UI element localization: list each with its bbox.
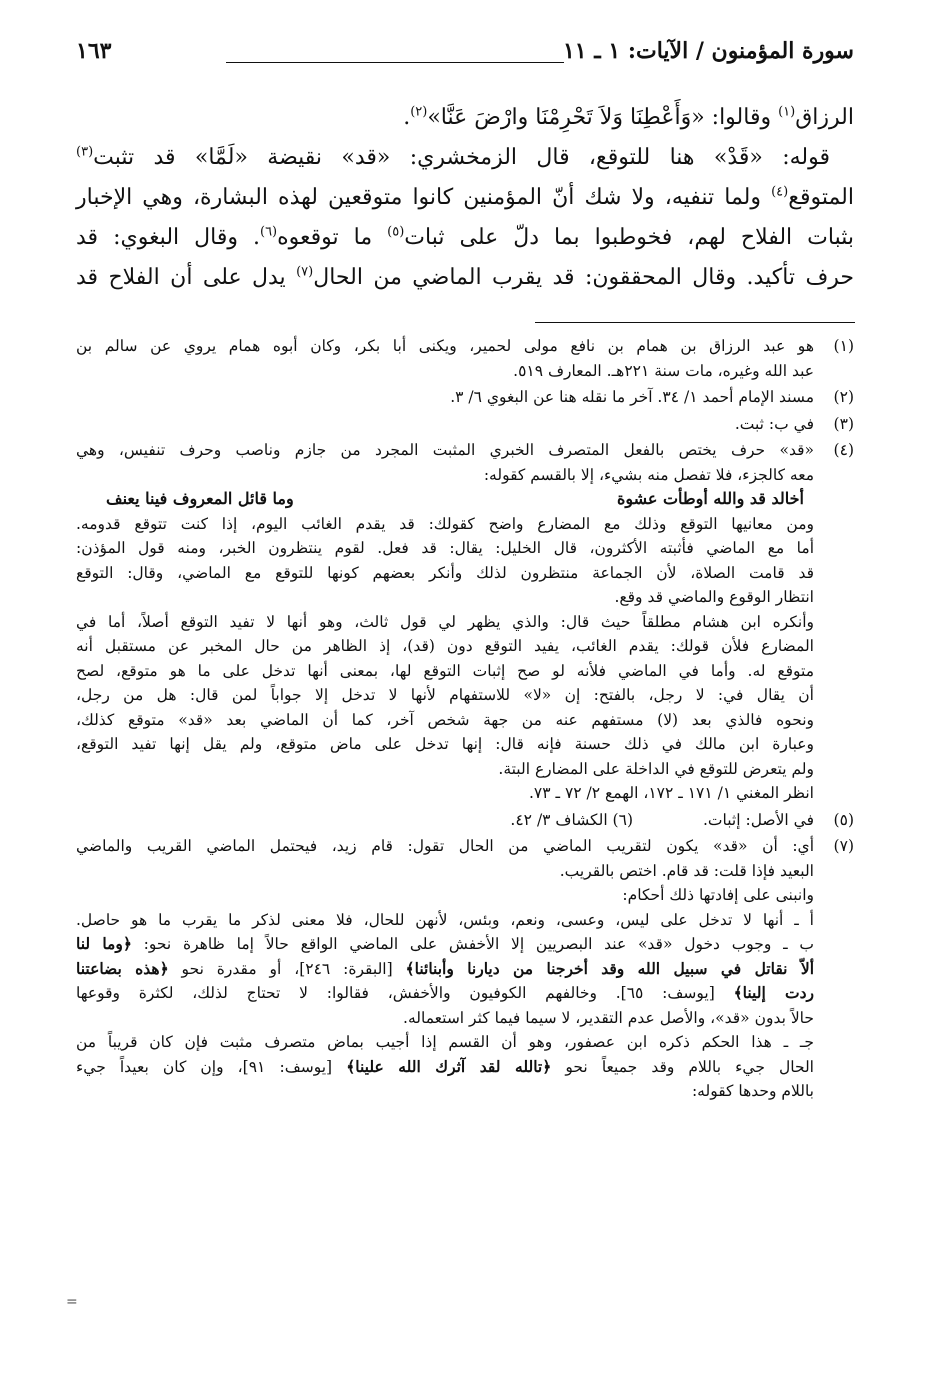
- footnote-line: أي: أن «قد» يكون لتقريب الماضي من الحال تقول: قام زيد، فيحتمل الماضي القريب والماضي: [76, 837, 814, 855]
- footnote-line: ب ـ وجوب دخول «قد» عند البصريين إلا الأخفش على الماضي الواقع حالاً إما ظاهرة نحو: ﴿وما لنا: [76, 934, 814, 953]
- footnote-line: حالاً بدون «قد»، والأصل عدم التقدير، لا سيما فيما كثر استعماله.: [403, 1008, 814, 1027]
- footnote-line: في ب: ثبت.: [734, 414, 814, 433]
- footnote-line: هو عبد الرزاق بن همام بن نافع مولى لحمير، ويكنى أبا بكر، وكان أبوه همام يروي عن سالم بن: [76, 337, 814, 355]
- page-number: ١٦٣: [76, 38, 112, 64]
- main-line: الرزاق$^{(١)}$ وقالوا: «وَأَعْطِنَا وَلاَ تَحْرِمْنَا وارْضَ عَنَّا»$^{(٢)}$.: [403, 104, 854, 130]
- footnote-5-6: [76, 808, 854, 833]
- main-line: بثبات الفلاح لهم، فخوطبوا بما دلّ على ثبات$^{(٥)}$ ما توقعوه$^{(٦)}$. وقال البغوي: قد: [76, 224, 854, 250]
- header-rule: [226, 62, 564, 63]
- footnote-1: [76, 334, 854, 383]
- footnote-line: عبد الله وغيره، مات سنة ٢٢١هـ. المعارف ٥١٩.: [513, 361, 814, 380]
- footnote-line: انتظار الوقوع والماضي قد وقع.: [614, 588, 814, 606]
- footnote-line: [76, 808, 814, 833]
- footnote-line: متوقع له. وأما في الماضي فلأنه لو صح إثبات التوقع لها، بمعنى أنها تدخل على ما هو متوقع، لصح: [76, 661, 814, 680]
- footnote-line: مسند الإمام أحمد ١/ ٣٤. آخر ما نقله هنا عن البغوي ٦/ ٣.: [450, 388, 814, 406]
- page-header: [76, 34, 854, 70]
- footnote-number: (١): [833, 337, 854, 355]
- page-mark: =: [66, 1294, 78, 1310]
- running-title: سورة المؤمنون / الآيات: ١ ـ ١١: [562, 38, 854, 64]
- poem-hemistich-right: أخالد قد والله أوطأت عشوة: [616, 489, 804, 508]
- footnote-line: أن يقال في: لا رجل، بالفتح: إن «لا» للاستفهام لأنها لا تدخل إلا جواباً لمن قال: هل من رجل،: [76, 686, 814, 704]
- footnote-line: وانبنى على إفادتها ذلك أحكام:: [622, 886, 814, 904]
- footnotes: [76, 334, 854, 1106]
- main-line: قوله: «قَدْ» هنا للتوقع، قال الزمخشري: «قد» نقيضة «لَمَّا» قد تثبت$^{(٣)}$: [76, 144, 830, 170]
- main-line: المتوقع$^{(٤)}$ ولما تنفيه، ولا شك أنّ المؤمنين كانوا متوقعين لهذه البشارة، وهي الإخبار: [76, 184, 854, 210]
- footnote-number: (٧): [833, 837, 854, 855]
- footnote-number: (٥): [833, 810, 854, 829]
- main-line: حرف تأكيد. وقال المحققون: قد يقرب الماضي من الحال$^{(٧)}$ يدل على أن الفلاح قد: [76, 264, 854, 290]
- footnote-line: البعيد فإذا قلت: قد قام. اختص بالقريب.: [559, 861, 814, 880]
- footnote-line: باللام وحدها كقوله:: [691, 1082, 814, 1100]
- footnote-number: (٣): [833, 414, 854, 433]
- footnote-line: المضارع فلأن قولك: يقدم الغائب، يفيد التوقع دون (قد)، إذ الظاهر من حال المخبر عن مستقبل أنه: [76, 637, 814, 655]
- footnote-number: (٤): [833, 441, 854, 459]
- footnote-line: ولم يتعرض للتوقع في الداخلة على المضارع البتة.: [498, 759, 814, 778]
- footnote-line: معه كالجزء، فلا تفصل منه بشيء، إلا بالقسم كقوله:: [483, 465, 814, 484]
- footnote-line: ألاّ نقاتل في سبيل الله وقد أخرجنا من ديارنا وأبنائنا﴾ [البقرة: ٢٤٦]، أو مقدرة نحو ﴿هذه بضاعتنا: [76, 958, 814, 978]
- footnote-line: انظر المغني ١/ ١٧١ ـ ١٧٢، الهمع ٢/ ٧٢ ـ ٧٣.: [528, 784, 814, 802]
- poem-verse: [76, 487, 814, 512]
- footnote-line: الحال جيء باللام وقد جميعاً نحو ﴿تالله لقد آثرك الله علينا﴾ [يوسف: ٩١]، وإن كان بعيداً جيء: [76, 1056, 814, 1076]
- footnote-line: أما مع الماضي فأثبته الأكثرون، قال الخليل: يقال: قد فعل. لقوم ينتظرون الخبر، ومنه قول المؤذن:: [76, 539, 814, 557]
- footnote-line: ردت إلينا﴾ [يوسف: ٦٥]. وخالفهم الكوفيون والأخفش، فقالوا: لا تحتاج لذلك، لكثرة وقوعها: [76, 983, 814, 1002]
- footnote-3: [76, 412, 854, 437]
- footnote-4: [76, 438, 854, 806]
- footnote-separator: [535, 322, 855, 323]
- footnote-line: أ ـ أنها لا تدخل على ليس، وعسى، ونعم، وبئس، لأنهن للحال، فلا معنى لذكر ما يقرب ما هو حاصل.: [76, 910, 814, 929]
- footnote-number: (٢): [833, 388, 854, 406]
- footnote-line: «قد» حرف يختص بالفعل المتصرف الخبري المثبت المجرد من جازم وناصب وحرف تنفيس، وهي: [76, 441, 814, 459]
- main-text: [76, 98, 854, 298]
- footnote-line: ومن معانيها التوقع وذلك مع المضارع واضح كقولك: قد يقدم الغائب اليوم، إذا كنت تتوقع قدومه.: [76, 514, 814, 533]
- footnote-2: [76, 385, 854, 410]
- poem-hemistich-left: وما قائل المعروف فينا يعنف: [106, 489, 294, 508]
- footnote-line: وأنكره ابن هشام مطلقاً حيث قال: والذي يظهر لي قول ثالث، وهو أنها لا تفيد التوقع أصلاً، أما في: [76, 612, 814, 631]
- footnote-5-text: في الأصل: إثبات.: [703, 810, 814, 829]
- footnote-line: قد قامت الصلاة، لأن الجماعة منتظرون لذلك وأنكر بعضهم كونها للتوقع مع الماضي، وقال: التوقع: [76, 563, 814, 582]
- footnote-7: [76, 834, 854, 1104]
- footnote-line: ونحوه فالذي بعد (لا) مستفهم عنه من جهة شخص آخر، كما أن الماضي بعد «قد» متوقع كذلك،: [76, 710, 814, 729]
- footnote-line: وعبارة ابن مالك في ذلك حسنة فإنه قال: إنها تدخل على ماض متوقع، ولم يقل إنها تفيد التوقع،: [76, 735, 814, 753]
- footnote-6-text: (٦) الكشاف ٣/ ٤٢.: [510, 810, 633, 829]
- footnote-line: جـ ـ هذا الحكم ذكره ابن عصفور، وهو أن القسم إذا أجيب بماض متصرف مثبت فإن كان قريباً من: [76, 1033, 814, 1051]
